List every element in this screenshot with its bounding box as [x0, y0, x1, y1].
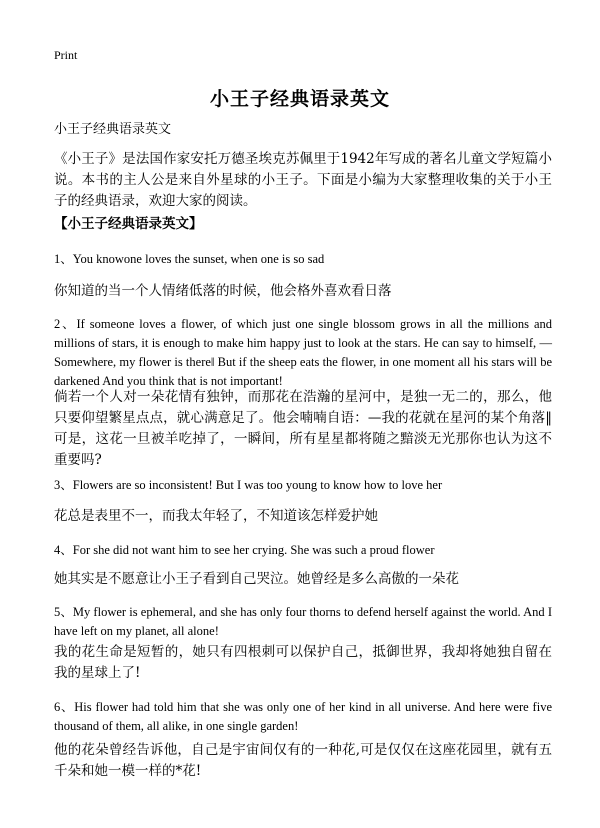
quote-2-chinese: 倘若一个人对一朵花情有独钟，而那花在浩瀚的星河中，是独一无二的，那么，他只要仰望繁星点点，就心满意足了。他会喃喃自语：—我的花就在星河的某个角落‖可是，这花一旦被羊吃掉了，一瞬间，所有星星都将随之黯淡无光那你也认为这不重要吗?	[54, 389, 552, 468]
quote-6-chinese: 他的花朵曾经告诉他，自己是宇宙间仅有的一种花,可是仅仅在这座花园里，就有五千朵和她一模一样的*花!	[54, 742, 552, 779]
subtitle: 小王子经典语录英文	[54, 122, 172, 137]
section-heading: 【小王子经典语录英文】	[54, 216, 203, 232]
quote-1-chinese: 你知道的当一个人情绪低落的时候，他会格外喜欢看日落	[54, 283, 392, 299]
quote-5-chinese: 我的花生命是短暂的，她只有四根刺可以保护自己，抵御世界，我却将她独自留在我的星球上了!	[54, 644, 552, 681]
quote-6-english: 6、His flower had told him that she was only one of her kind in all universe. And here were five thousand of them, all alike, in one single garden!	[54, 700, 552, 733]
quote-4-english: 4、For she did not want him to see her crying. She was such a proud flower	[54, 543, 435, 557]
page-title: 小王子经典语录英文	[209, 88, 390, 110]
quote-3-chinese: 花总是表里不一，而我太年轻了，不知道该怎样爱护她	[54, 508, 378, 524]
quote-3-english: 3、Flowers are so inconsistent! But I was too young to know how to love her	[54, 478, 443, 492]
quote-2-english: 2、If someone loves a flower, of which just one single blossom grows in all the millions and millions of stars, it is enough to make him happy just to look at the stars. He can say to himself, —Somewhere, my flower is there‖ But if the sheep eats the flower, in one moment all his stars will be darkened And you think that is not important!	[54, 317, 552, 388]
quote-4-chinese: 她其实是不愿意让小王子看到自己哭泣。她曾经是多么高傲的一朵花	[54, 571, 459, 587]
quote-5-english: 5、My flower is ephemeral, and she has only four thorns to defend herself against the world. And I have left on my planet, all alone!	[54, 605, 552, 638]
print-link[interactable]: Print	[54, 48, 78, 62]
intro-paragraph: 《小王子》是法国作家安托万德圣埃克苏佩里于1942年写成的著名儿童文学短篇小说。本书的主人公是来自外星球的小王子。下面是小编为大家整理收集的关于小王子的经典语录，欢迎大家的阅读。	[54, 151, 552, 209]
quote-1-english: 1、You knowone loves the sunset, when one is so sad	[54, 252, 325, 266]
